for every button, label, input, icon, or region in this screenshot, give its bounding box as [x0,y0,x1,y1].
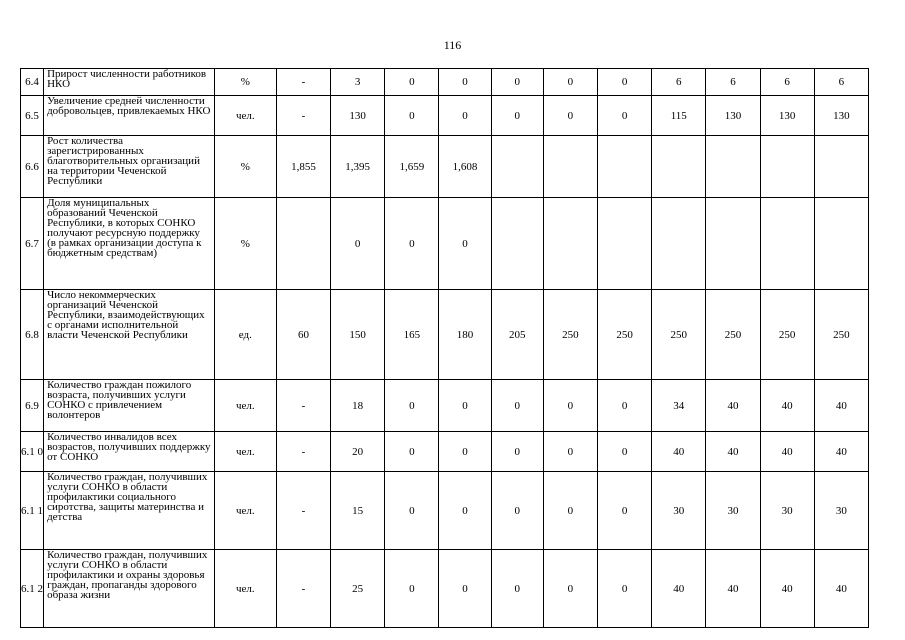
unit-cell: чел. [214,96,276,136]
value-cell: 250 [760,290,814,380]
value-cell [491,136,543,198]
value-cell: 0 [491,472,543,550]
value-cell [543,198,597,290]
value-cell: 40 [652,550,706,628]
value-cell: 0 [597,380,651,432]
value-cell: 0 [597,550,651,628]
indicator-description: Число некоммерческих организаций Чеченской Республики, взаимодействующих с органами исполнительной власти Чеченской Республики [44,290,215,380]
value-cell [491,198,543,290]
indicators-table [20,68,869,628]
value-cell: 0 [597,432,651,472]
unit-cell: чел. [214,380,276,432]
value-cell: 30 [814,472,868,550]
value-cell [597,198,651,290]
indicator-description: Рост количества зарегистрированных благотворительных организаций на территории Чеченской Республики [44,136,215,198]
value-cell: 165 [385,290,439,380]
row-number: 6.1 2 [21,550,44,628]
value-cell: 1,608 [439,136,491,198]
value-cell: 130 [706,96,760,136]
row-number: 6.1 0 [21,432,44,472]
value-cell: 3 [331,69,385,96]
value-cell: 0 [597,96,651,136]
value-cell: 34 [652,380,706,432]
row-number: 6.7 [21,198,44,290]
value-cell: 60 [276,290,330,380]
value-cell: 0 [385,472,439,550]
value-cell [814,198,868,290]
value-cell: 1,855 [276,136,330,198]
value-cell: 205 [491,290,543,380]
value-cell: - [276,69,330,96]
unit-cell: ед. [214,290,276,380]
value-cell: - [276,472,330,550]
value-cell: 0 [439,550,491,628]
value-cell: 0 [331,198,385,290]
unit-cell: чел. [214,432,276,472]
value-cell [276,198,330,290]
page-number: 116 [443,38,462,52]
value-cell: - [276,380,330,432]
value-cell: 40 [760,380,814,432]
value-cell: 6 [814,69,868,96]
value-cell: 130 [760,96,814,136]
value-cell: 0 [543,69,597,96]
value-cell [652,198,706,290]
indicator-description: Доля муниципальных образований Чеченской Республики, в которых СОНКО получают ресурсную поддержку (в рамках организации доступа к бюджетным средствам) [44,198,215,290]
value-cell: 250 [543,290,597,380]
value-cell: 250 [597,290,651,380]
row-number: 6.9 [21,380,44,432]
value-cell [706,136,760,198]
value-cell: 0 [491,432,543,472]
value-cell: 180 [439,290,491,380]
value-cell: 115 [652,96,706,136]
table-row [21,380,869,432]
row-number: 6.6 [21,136,44,198]
value-cell: 0 [543,96,597,136]
value-cell [597,136,651,198]
indicator-description: Количество граждан пожилого возраста, получивших услуги СОНКО с привлечением волонтеров [44,380,215,432]
indicator-description: Прирост численности работников НКО [44,69,215,96]
value-cell: 130 [331,96,385,136]
row-number: 6.4 [21,69,44,96]
value-cell: 15 [331,472,385,550]
table-row [21,69,869,96]
value-cell: 0 [543,380,597,432]
unit-cell: % [214,198,276,290]
value-cell: 130 [814,96,868,136]
value-cell: 40 [706,380,760,432]
unit-cell: % [214,69,276,96]
value-cell: 0 [385,96,439,136]
table-row [21,432,869,472]
value-cell: 0 [439,432,491,472]
value-cell: 250 [814,290,868,380]
value-cell: 0 [543,550,597,628]
value-cell: 0 [385,69,439,96]
value-cell: 40 [706,432,760,472]
value-cell: 0 [543,472,597,550]
value-cell: 30 [652,472,706,550]
value-cell: 6 [706,69,760,96]
value-cell: 20 [331,432,385,472]
value-cell: 0 [491,550,543,628]
value-cell: 18 [331,380,385,432]
value-cell [760,198,814,290]
value-cell: 40 [814,380,868,432]
value-cell: 0 [491,96,543,136]
value-cell: 0 [385,432,439,472]
value-cell: 0 [439,380,491,432]
row-number: 6.1 1 [21,472,44,550]
value-cell: 250 [652,290,706,380]
indicator-description: Количество граждан, получивших услуги СОНКО в области профилактики и охраны здоровья граждан, пропаганды здорового образа жизни [44,550,215,628]
value-cell: - [276,96,330,136]
indicator-description: Увеличение средней численности добровольцев, привлекаемых НКО [44,96,215,136]
row-number: 6.8 [21,290,44,380]
table-row [21,472,869,550]
value-cell: 0 [385,380,439,432]
value-cell [760,136,814,198]
value-cell: 0 [491,69,543,96]
value-cell: 0 [439,69,491,96]
value-cell: 40 [706,550,760,628]
value-cell [652,136,706,198]
value-cell: 0 [385,550,439,628]
value-cell: 0 [439,472,491,550]
value-cell: 0 [491,380,543,432]
value-cell [543,136,597,198]
value-cell: 0 [439,198,491,290]
unit-cell: чел. [214,472,276,550]
value-cell: 250 [706,290,760,380]
value-cell: 40 [652,432,706,472]
value-cell: 40 [760,550,814,628]
value-cell: 1,659 [385,136,439,198]
table-row [21,550,869,628]
value-cell: 40 [814,432,868,472]
value-cell: - [276,432,330,472]
value-cell: 0 [597,472,651,550]
value-cell: 30 [706,472,760,550]
value-cell: 40 [814,550,868,628]
unit-cell: % [214,136,276,198]
indicator-description: Количество граждан, получивших услуги СОНКО в области профилактики социального сиротства, защиты материнства и детства [44,472,215,550]
table-row [21,198,869,290]
row-number: 6.5 [21,96,44,136]
unit-cell: чел. [214,550,276,628]
value-cell: 40 [760,432,814,472]
value-cell: 6 [652,69,706,96]
table-row [21,96,869,136]
table-row [21,290,869,380]
value-cell [706,198,760,290]
value-cell: 0 [597,69,651,96]
value-cell: 6 [760,69,814,96]
value-cell [814,136,868,198]
value-cell: 30 [760,472,814,550]
value-cell: 0 [543,432,597,472]
value-cell: 150 [331,290,385,380]
indicator-description: Количество инвалидов всех возрастов, получивших поддержку от СОНКО [44,432,215,472]
value-cell: 25 [331,550,385,628]
table-row [21,136,869,198]
value-cell: 0 [439,96,491,136]
value-cell: - [276,550,330,628]
value-cell: 0 [385,198,439,290]
value-cell: 1,395 [331,136,385,198]
